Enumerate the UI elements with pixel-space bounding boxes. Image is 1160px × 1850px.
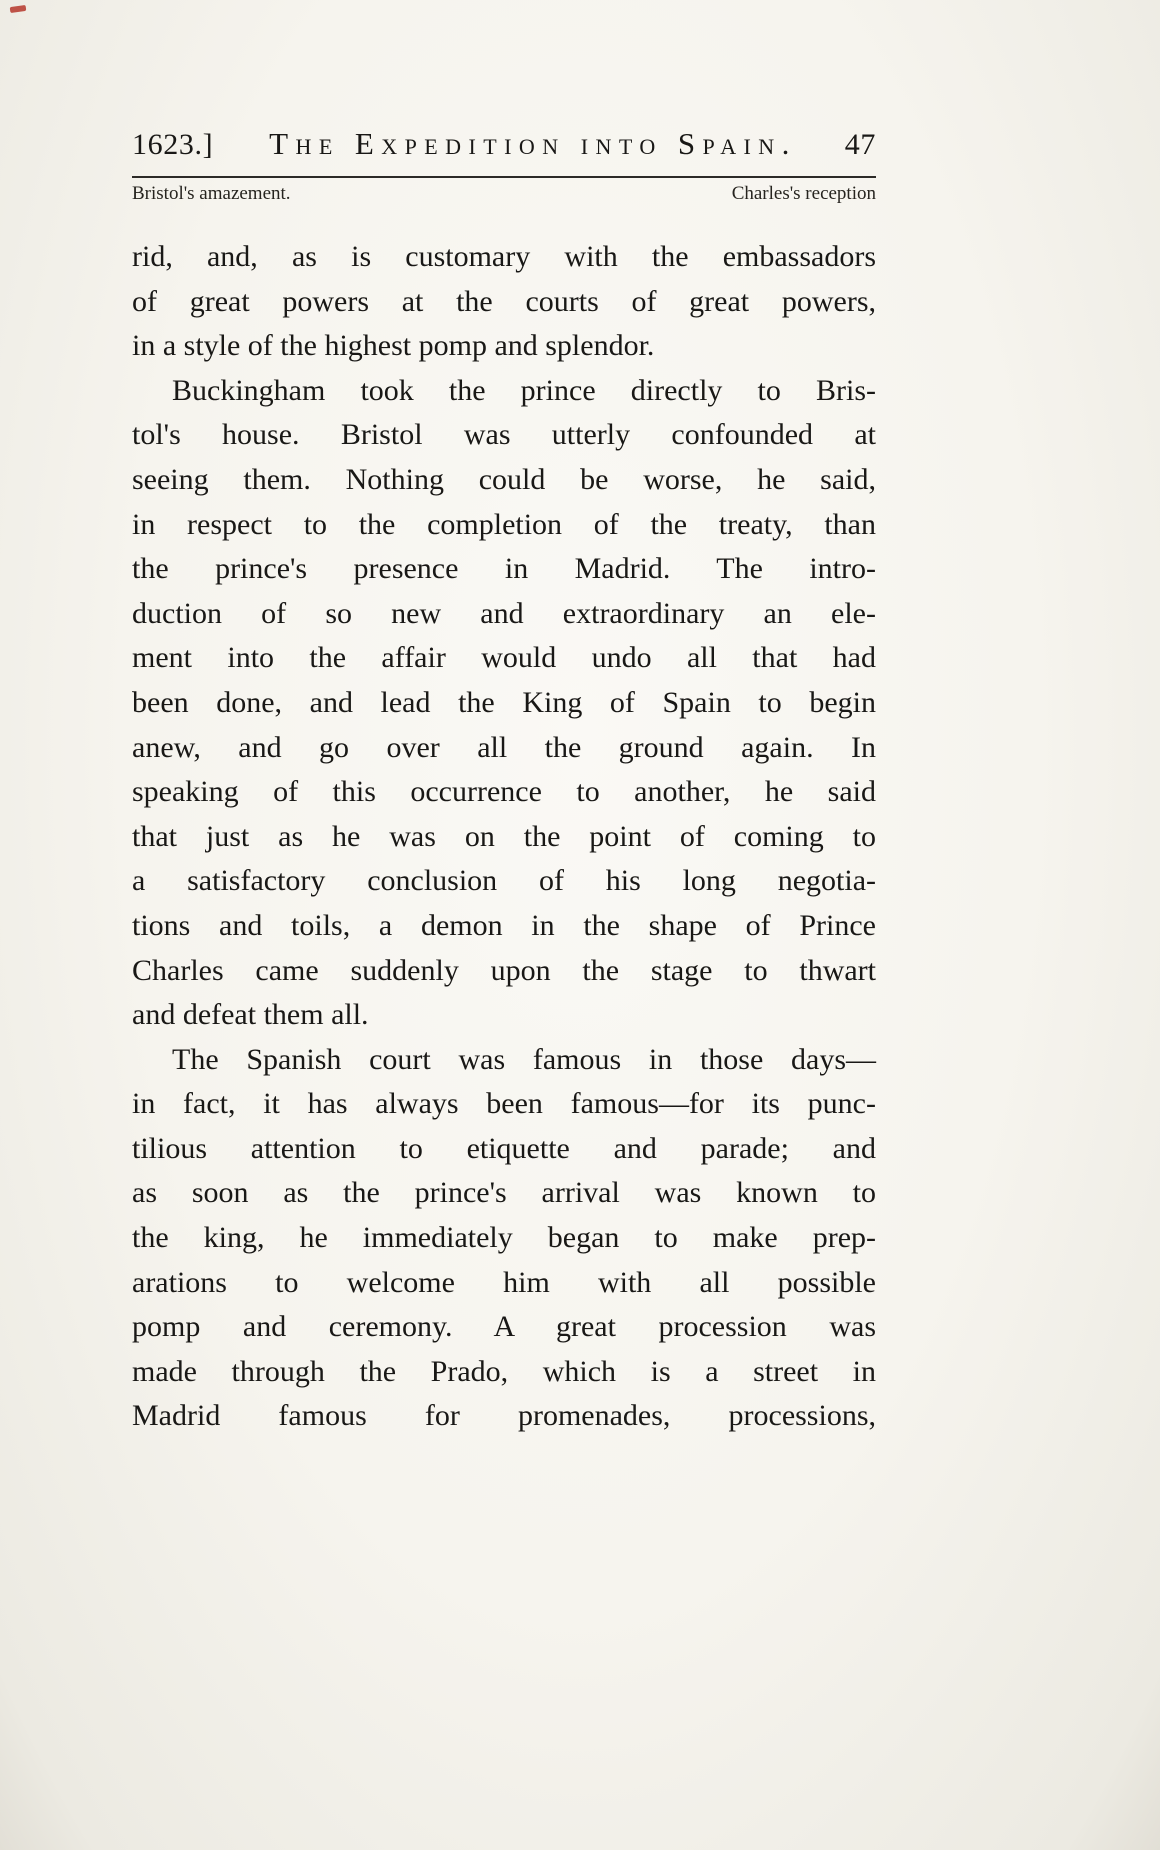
body-line: anew, and go over all the ground again. In — [132, 730, 876, 764]
body-line: arations to welcome him with all possible — [132, 1265, 876, 1299]
running-heads — [132, 183, 876, 205]
body-line: seeing them. Nothing could be worse, he said, — [132, 462, 876, 496]
body-line: the king, he immediately began to make prep- — [132, 1221, 876, 1255]
body-line: and defeat them all. — [132, 998, 369, 1032]
body-line: as soon as the prince's arrival was known to — [132, 1176, 876, 1210]
body-line: Buckingham took the prince directly to Bris- — [172, 373, 876, 407]
body-line: duction of so new and extraordinary an ele- — [132, 596, 876, 630]
body-line: Charles came suddenly upon the stage to thwart — [132, 953, 876, 987]
body-line: tilious attention to etiquette and parade; and — [132, 1131, 876, 1165]
body-line: been done, and lead the King of Spain to begin — [132, 685, 876, 719]
body-line: in a style of the highest pomp and splendor. — [132, 329, 655, 363]
body-line: Madrid famous for promenades, processions, — [132, 1399, 876, 1433]
scan-artifact-mark — [10, 5, 27, 13]
body-line: ment into the affair would undo all that had — [132, 641, 876, 675]
body-line: tions and toils, a demon in the shape of Prince — [132, 908, 876, 942]
body-line: The Spanish court was famous in those days— — [172, 1042, 876, 1076]
body-line: rid, and, as is customary with the embassadors — [132, 240, 876, 273]
body-line: tol's house. Bristol was utterly confounded at — [132, 418, 876, 452]
running-head-left: Bristol's amazement. — [132, 183, 291, 204]
body-text — [132, 235, 876, 1439]
body-line: in fact, it has always been famous—for its punc- — [132, 1087, 876, 1121]
header-title: The Expedition into Spain. — [269, 126, 797, 161]
body-line: speaking of this occurrence to another, he said — [132, 775, 876, 809]
running-head-right: Charles's reception — [731, 183, 876, 204]
page-header — [132, 126, 876, 162]
body-line: a satisfactory conclusion of his long negotia- — [132, 864, 876, 898]
body-line: pomp and ceremony. A great procession was — [132, 1310, 876, 1344]
body-line: made through the Prado, which is a street in — [132, 1354, 876, 1388]
body-line: that just as he was on the point of coming to — [132, 819, 876, 853]
header-year: 1623.] — [132, 128, 214, 161]
body-line: in respect to the completion of the treaty, than — [132, 507, 876, 541]
body-line: of great powers at the courts of great powers, — [132, 284, 876, 318]
body-line: the prince's presence in Madrid. The intro- — [132, 552, 876, 586]
page-content — [132, 126, 876, 1439]
header-divider-rule — [132, 176, 876, 178]
header-page-number: 47 — [844, 128, 876, 161]
